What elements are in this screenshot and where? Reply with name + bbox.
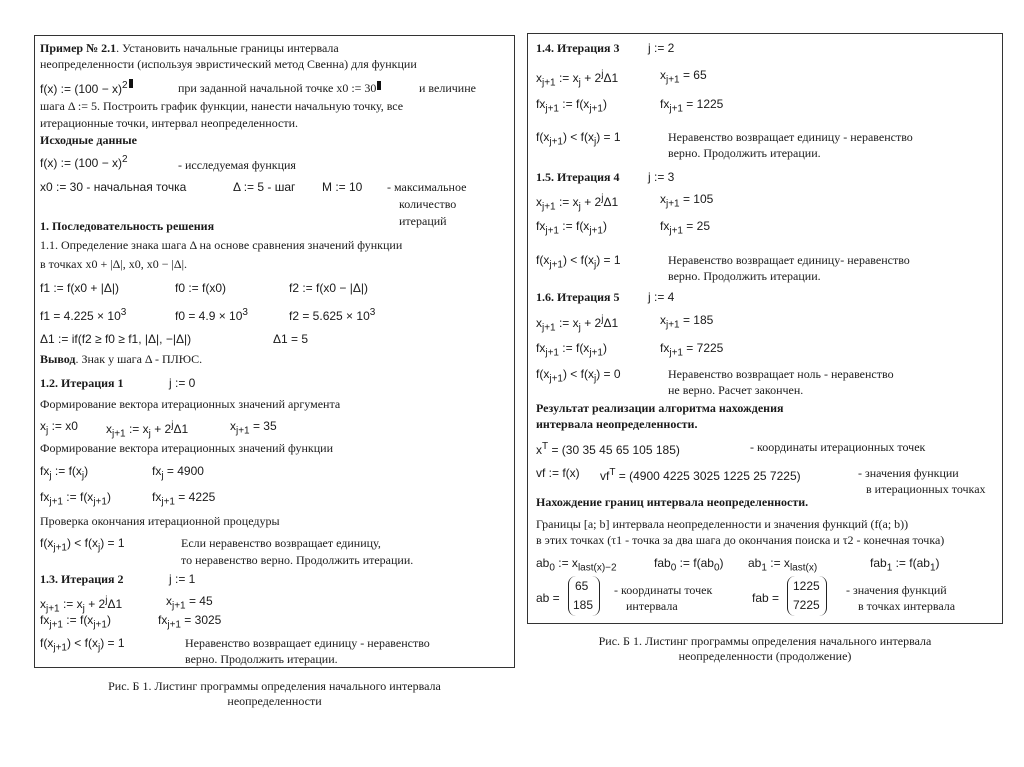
inequality-comment: верно. Продолжить итерации. — [668, 146, 821, 160]
step-sign-text: в точках x0 + |Δ|, x0, x0 − |Δ|. — [40, 257, 188, 271]
right-listing-panel — [527, 33, 1003, 624]
vf-transpose-value: $vf^T = (4900$ 4225 3025 1225 25 7225) — [600, 467, 801, 483]
fab1-assign: fab$_1$ := $f(ab_1)$ — [870, 556, 940, 574]
task-text-line: шага Δ := 5. Построить график функции, нанести начальную точку, все — [40, 99, 404, 113]
iteration-3-index: j := 2 — [648, 41, 675, 55]
initial-point-def: x0 := 30 - начальная точка — [40, 180, 187, 194]
x-next-formula: $x_{j+1}$ := $x_j + 2^j\Delta 1$ — [40, 595, 123, 615]
iteration-5-heading: 1.6. Итерация 5 — [536, 290, 620, 304]
x-next-formula: $x_{j+1}$ := $x_j + 2^j\Delta 1$ — [536, 314, 619, 334]
inequality-comment: Неравенство возвращает единицу - неравенство — [668, 130, 913, 144]
fab-vector-comment: - значения функций — [846, 583, 947, 597]
ab-vector-label: ab = — [536, 591, 560, 605]
fx-next-value: $fx_{j+1} = 25$ — [660, 219, 710, 237]
max-iter-comment: количество — [399, 197, 457, 211]
inequality-check: $f(x_{j+1}) < f(x_j) = 0$ — [536, 367, 621, 385]
bounds-heading: Нахождение границ интервала неопределенности. — [536, 495, 809, 509]
inequality-comment: Неравенство возвращает единицу- неравенство — [668, 253, 910, 267]
delta1-def: Δ1 := if(f2 ≥ f0 ≥ f1, |Δ|, −|Δ|) — [40, 332, 192, 346]
max-iter-comment: итераций — [399, 214, 447, 228]
iteration-1-index: j := 0 — [169, 376, 196, 390]
step-def: Δ := 5 - шаг — [233, 180, 296, 194]
fx-next-value: $fx_{j+1} = 4225$ — [152, 490, 216, 508]
function-definition: f(x) := $(100 - x)^2$ — [40, 154, 128, 170]
fab-vector-value: 1225 — [793, 579, 820, 593]
fx-value: $fx_j = 4900$ — [152, 464, 204, 482]
ab-vector-value: 65 — [575, 579, 589, 593]
ab-vector-value: 185 — [573, 598, 594, 612]
inequality-check: $f(x_{j+1}) < f(x_j) = 1$ — [40, 636, 125, 654]
iteration-1-heading: 1.2. Итерация 1 — [40, 376, 124, 390]
placeholder-marker — [377, 81, 381, 90]
x-next-value: $x_{j+1} = 45$ — [166, 594, 213, 612]
result-heading: интервала неопределенности. — [536, 417, 698, 431]
task-text-line: неопределенности (используя эвристический метод Свенна) для функции — [40, 57, 417, 71]
section-heading-sequence: 1. Последовательность решения — [40, 219, 215, 233]
placeholder-marker — [129, 79, 133, 88]
f1-def: f1 := f(x0 + |Δ|) — [40, 281, 119, 295]
f2-def: f2 := f(x0 − |Δ|) — [289, 281, 368, 295]
fx-next-assign: $fx_{j+1}$ := $f(x_{j+1})$ — [40, 613, 111, 631]
iteration-4-heading: 1.5. Итерация 4 — [536, 170, 620, 184]
ab0-assign: $ab_0$ := $x_{last(x)-2}$ — [536, 556, 617, 574]
delta1-value: Δ1 = 5 — [273, 332, 309, 346]
f1-value: $f1 = 4.225 \times 10^3$ — [40, 307, 127, 323]
x-next-value: $x_{j+1} = 105$ — [660, 192, 714, 210]
step-sign-text: 1.1. Определение знака шага Δ на основе сравнения значений функции — [40, 238, 403, 252]
fx-next-value: $fx_{j+1} = 1225$ — [660, 97, 724, 115]
inequality-check: $f(x_{j+1}) < f(x_j) = 1$ — [536, 253, 621, 271]
vf-assign: vf := f(x) — [536, 466, 580, 480]
bounds-text: в этих точках (τ1 - точка за два шага до окончания поиска и τ2 - конечная точка) — [536, 533, 945, 547]
fab0-assign: fab$_0$ := $f(ab_0)$ — [654, 556, 724, 574]
vf-comment: - значения функции — [858, 466, 959, 480]
fx-next-assign: $fx_{j+1}$ := $f(x_{j+1})$ — [536, 341, 607, 359]
fab-vector-value: 7225 — [793, 598, 820, 612]
fx-assign: $fx_j$ := $f(x_j)$ — [40, 464, 89, 482]
left-listing-panel — [34, 35, 515, 668]
section-heading-input-data: Исходные данные — [40, 133, 137, 147]
function-comment: - исследуемая функция — [178, 158, 296, 172]
ab-vector-brackets — [568, 576, 600, 616]
iteration-2-index: j := 1 — [169, 572, 196, 586]
max-iter-def: M := 10 — [322, 180, 363, 194]
example-number: Пример № 2.1 — [40, 41, 117, 55]
inequality-comment: то неравенство верно. Продолжить итерации. — [181, 553, 414, 567]
iteration-5-index: j := 4 — [648, 290, 675, 304]
func-vector-text: Формирование вектора итерационных значений функции — [40, 441, 334, 455]
inequality-comment: не верно. Расчет закончен. — [668, 383, 804, 397]
f0-value: $f0 = 4.9 \times 10^3$ — [175, 307, 248, 323]
x-next-value: $x_{j+1} = 35$ — [230, 419, 277, 437]
inequality-comment: Неравенство возвращает единицу - неравенство — [185, 636, 430, 650]
fab-vector-label: fab = — [752, 591, 780, 605]
example-title-line — [40, 41, 339, 55]
bounds-text: Границы [a; b] интервала неопределенности и значения функций (f(a; b)) — [536, 517, 909, 531]
x-next-value: $x_{j+1} = 185$ — [660, 313, 714, 331]
result-heading: Результат реализации алгоритма нахождения — [536, 401, 784, 415]
x-transpose-value: $x^T = (30$ 35 45 65 105 185) — [536, 441, 680, 457]
inequality-check: $f(x_{j+1}) < f(x_j) = 1$ — [40, 536, 125, 554]
x-transpose-comment: - координаты итерационных точек — [750, 440, 926, 454]
iteration-4-index: j := 3 — [648, 170, 675, 184]
inequality-comment: Если неравенство возвращает единицу, — [181, 536, 381, 550]
x-next-value: $x_{j+1} = 65$ — [660, 68, 707, 86]
fx-next-value: $fx_{j+1} = 7225$ — [660, 341, 724, 359]
ab-vector-comment: - координаты точек — [614, 583, 713, 597]
max-iter-comment: - максимальное — [387, 180, 467, 194]
inequality-check: $f(x_{j+1}) < f(x_j) = 1$ — [536, 130, 621, 148]
inequality-comment: верно. Продолжить итерации. — [668, 269, 821, 283]
inequality-comment: Неравенство возвращает ноль - неравенство — [668, 367, 894, 381]
ab-vector-comment: интервала — [626, 599, 678, 613]
conclusion-line: Вывод. Знак у шага Δ - ПЛЮС. — [40, 352, 203, 366]
fab-vector-brackets — [787, 576, 827, 616]
f0-def: f0 := f(x0) — [175, 281, 227, 295]
fx-next-value: $fx_{j+1} = 3025$ — [158, 613, 222, 631]
initial-point-text: при заданной начальной точке x0 := 30 — [178, 81, 381, 95]
ab1-assign: $ab_1$ := $x_{last(x)}$ — [748, 556, 818, 574]
example-text: . Установить начальные границы интервала — [116, 41, 339, 55]
arg-vector-text: Формирование вектора итерационных значений аргумента — [40, 397, 341, 411]
x-next-formula: $x_{j+1}$ := $x_j + 2^j\Delta 1$ — [536, 69, 619, 89]
vf-comment: в итерационных точках — [866, 482, 986, 496]
function-definition: f(x) := $(100 - x)^2$ — [40, 79, 133, 96]
check-text: Проверка окончания итерационной процедуры — [40, 514, 280, 528]
figure-caption-right: Рис. Б 1. Листинг программы определения начального интервала неопределенности (продолжение) — [598, 634, 932, 663]
x0-assign: $x_j$ := x0 — [40, 419, 78, 437]
fx-next-assign: $fx_{j+1}$ := $f(x_{j+1})$ — [536, 97, 607, 115]
fx-next-assign: $fx_{j+1}$ := $f(x_{j+1})$ — [40, 490, 111, 508]
step-text: и величине — [419, 81, 476, 95]
task-text-line: итерационные точки, интервал неопределенности. — [40, 116, 299, 130]
fx-next-assign: $fx_{j+1}$ := $f(x_{j+1})$ — [536, 219, 607, 237]
figure-caption-left: Рис. Б 1. Листинг программы определения начального интервала неопределенности — [108, 679, 441, 708]
inequality-comment: верно. Продолжить итерации. — [185, 652, 338, 666]
fab-vector-comment: в точках интервала — [858, 599, 956, 613]
iteration-2-heading: 1.3. Итерация 2 — [40, 572, 124, 586]
iteration-3-heading: 1.4. Итерация 3 — [536, 41, 620, 55]
f2-value: $f2 = 5.625 \times 10^3$ — [289, 307, 376, 323]
x-next-formula: $x_{j+1}$ := $x_j + 2^j\Delta 1$ — [536, 193, 619, 213]
x-next-formula: $x_{j+1}$ := $x_j + 2^j\Delta 1$ — [106, 420, 189, 440]
